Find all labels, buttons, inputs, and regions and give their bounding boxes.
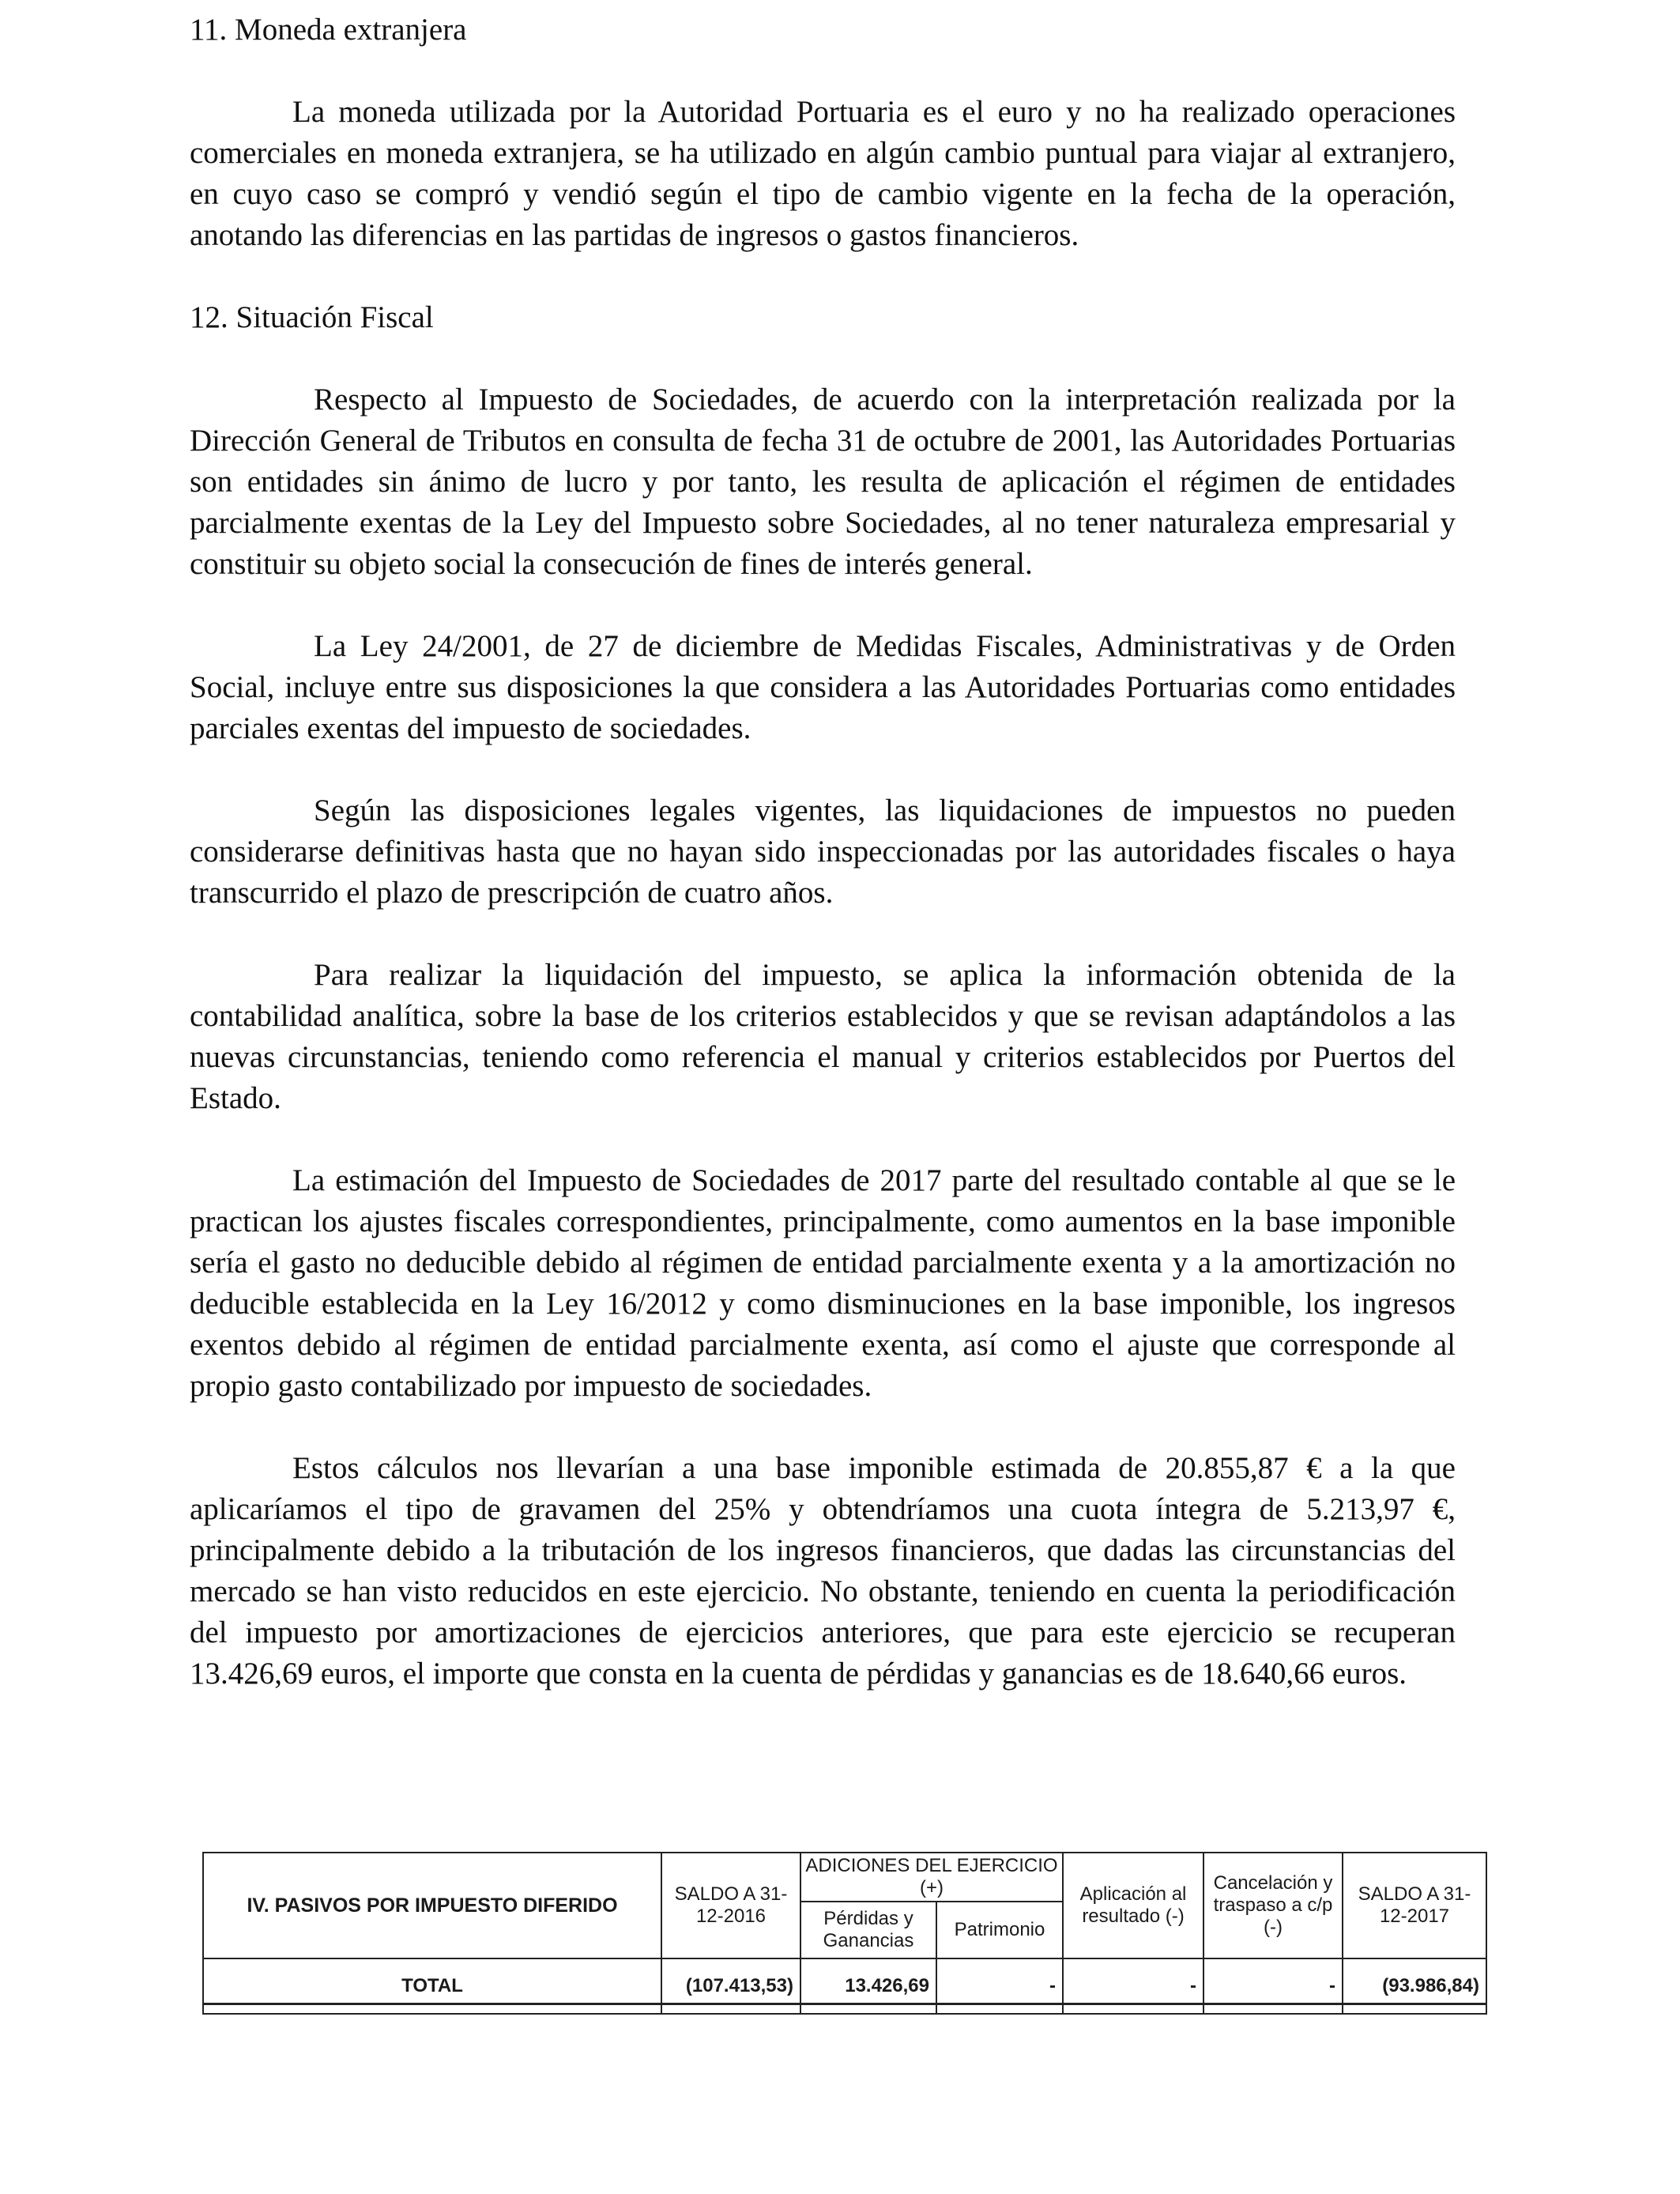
section-12-paragraph-5: La estimación del Impuesto de Sociedades de 2017 parte del resultado contable al que se le practican los ajustes fiscales correspondientes, principalmente, como aumentos en la base imponible sería el gasto no deducible debido al régimen de entidad parcialmente exenta y a la amortización no deducible establecida en la Ley 16/2012 y como disminuciones en la base imponible, los ingresos exentos debido al régimen de entidad parcialmente exenta, así como el ajuste que corresponde al propio gasto contabilizado por impuesto de sociedades. xyxy=(190,1163,1456,1403)
section-12-heading: 12. Situación Fiscal xyxy=(190,300,434,334)
col-aplicacion-header: Aplicación al resultado (-) xyxy=(1063,1853,1203,1958)
total-saldo-inicial-cell: (107.413,53) xyxy=(661,1958,800,2014)
total-perdidas-cell: 13.426,69 xyxy=(800,1958,936,2014)
col-perdidas-header: Pérdidas y Ganancias xyxy=(800,1902,936,1958)
col-adiciones-header: ADICIONES DEL EJERCICIO (+) xyxy=(800,1853,1063,1902)
total-saldo-final-cell: (93.986,84) xyxy=(1343,1958,1486,2014)
section-11-paragraph-1: La moneda utilizada por la Autoridad Portuaria es el euro y no ha realizado operaciones comerciales en moneda extranjera, se ha utilizado en algún cambio puntual para viajar al extranjero, en cuyo caso se compró y vendió según el tipo de cambio vigente en la fecha de la operación, anotando las diferencias en las partidas de ingresos o gastos financieros. xyxy=(190,95,1456,252)
col-patrimonio-header: Patrimonio xyxy=(936,1902,1063,1958)
section-12-paragraph-6: Estos cálculos nos llevarían a una base imponible estimada de 20.855,87 € a la que aplicaríamos el tipo de gravamen del 25% y obtendríamos una cuota íntegra de 5.213,97 €, principalmente debido a la tributación de los ingresos financieros, que dadas las circunstancias del mercado se han visto reducidos en este ejercicio. No obstante, teniendo en cuenta la periodificación del impuesto por amortizaciones de ejercicios anteriores, que para este ejercicio se recuperan 13.426,69 euros, el importe que consta en la cuenta de pérdidas y ganancias es de 18.640,66 euros. xyxy=(190,1451,1456,1691)
document-page xyxy=(190,9,1456,1695)
section-12-paragraph-2: La Ley 24/2001, de 27 de diciembre de Medidas Fiscales, Administrativas y de Orden Social, incluye entre sus disposiciones la que considera a las Autoridades Portuarias como entidades parciales exentas del impuesto de sociedades. xyxy=(190,629,1456,745)
table-row-total xyxy=(203,1958,1486,2014)
section-12-paragraph-4: Para realizar la liquidación del impuesto, se aplica la información obtenida de la contabilidad analítica, sobre la base de los criterios establecidos y que se revisan adaptándolos a las nuevas circunstancias, teniendo como referencia el manual y criterios establecidos por Puertos del Estado. xyxy=(190,958,1456,1115)
col-saldo-inicial-header: SALDO A 31-12-2016 xyxy=(661,1853,800,1958)
table-header-row-1 xyxy=(203,1853,1486,1902)
table-bottom-rule xyxy=(202,2003,1486,2005)
col-saldo-final-header: SALDO A 31-12-2017 xyxy=(1343,1853,1486,1958)
total-patrimonio-cell: - xyxy=(936,1958,1063,2014)
col-cancelacion-header: Cancelación y traspaso a c/p (-) xyxy=(1203,1853,1343,1958)
total-label-cell: TOTAL xyxy=(203,1958,661,2014)
section-12-paragraph-3: Según las disposiciones legales vigentes, las liquidaciones de impuestos no pueden considerarse definitivas hasta que no hayan sido inspeccionadas por las autoridades fiscales o haya transcurrido el plazo de prescripción de cuatro años. xyxy=(190,794,1456,910)
total-aplicacion-cell: - xyxy=(1063,1958,1203,2014)
section-11-heading: 11. Moneda extranjera xyxy=(190,13,467,47)
section-12-paragraph-1: Respecto al Impuesto de Sociedades, de acuerdo con la interpretación realizada por la Dirección General de Tributos en consulta de fecha 31 de octubre de 2001, las Autoridades Portuarias son entidades sin ánimo de lucro y por tanto, les resulta de aplicación el régimen de entidades parcialmente exentas de la Ley del Impuesto sobre Sociedades, al no tener naturaleza empresarial y constituir su objeto social la consecución de fines de interés general. xyxy=(190,383,1456,581)
deferred-tax-liabilities-table xyxy=(202,1852,1487,2015)
table-title-cell: IV. PASIVOS POR IMPUESTO DIFERIDO xyxy=(203,1853,661,1958)
total-cancelacion-cell: - xyxy=(1203,1958,1343,2014)
